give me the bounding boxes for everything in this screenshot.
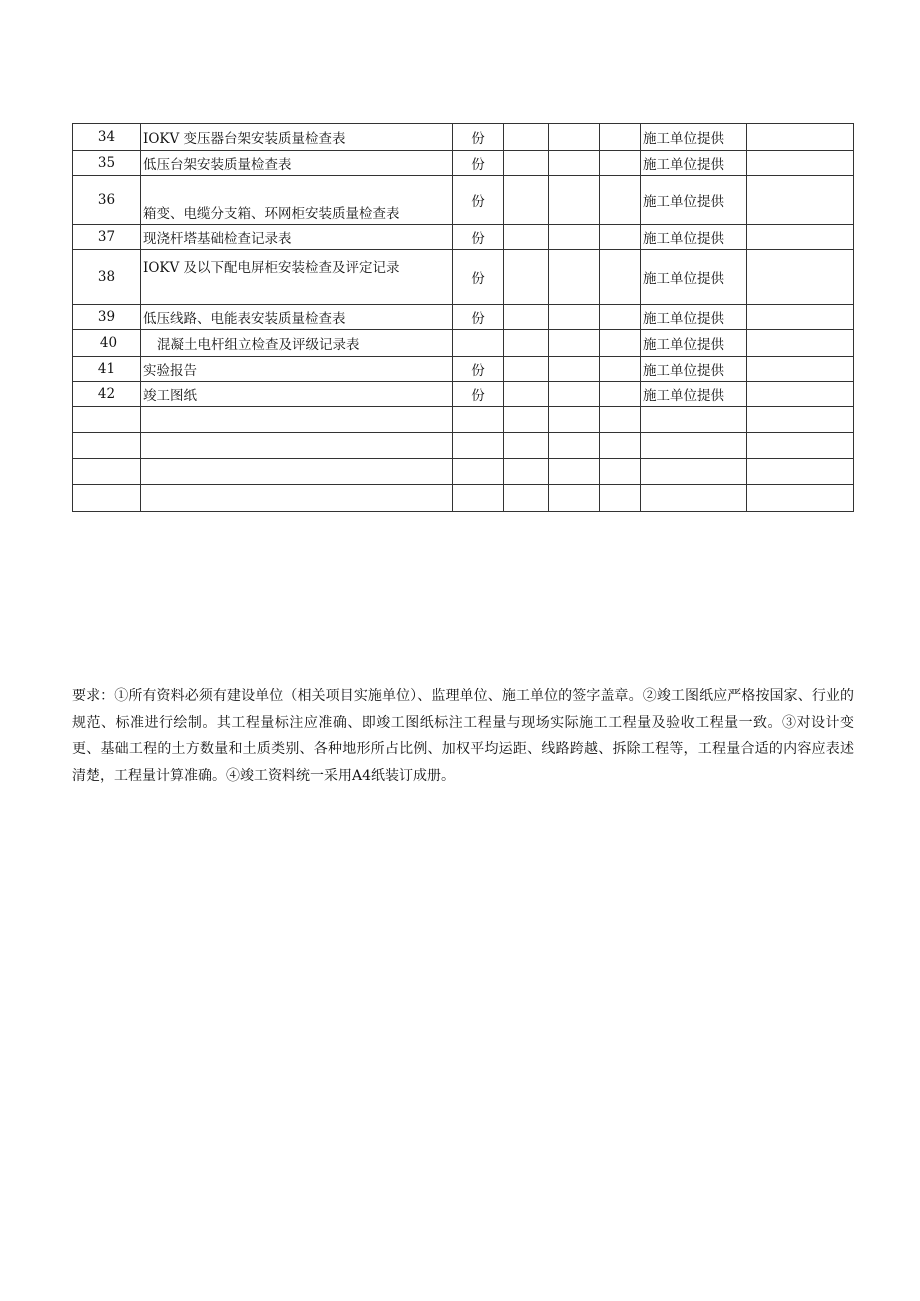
unit-cell: 份 bbox=[453, 250, 504, 305]
empty-cell bbox=[549, 407, 600, 433]
empty-cell bbox=[141, 407, 453, 433]
empty-cell bbox=[600, 151, 641, 176]
empty-cell bbox=[453, 485, 504, 512]
table-row bbox=[73, 176, 854, 225]
empty-cell bbox=[747, 305, 854, 330]
empty-cell bbox=[141, 433, 453, 459]
empty-cell bbox=[504, 305, 549, 330]
document-name: IOKV 及以下配电屏柜安装检查及评定记录 bbox=[141, 250, 453, 305]
row-number: 38 bbox=[73, 250, 141, 305]
row-number: 40 bbox=[73, 330, 141, 357]
empty-cell bbox=[549, 330, 600, 357]
empty-cell bbox=[600, 250, 641, 305]
row-number: 35 bbox=[73, 151, 141, 176]
empty-cell bbox=[747, 433, 854, 459]
empty-cell bbox=[549, 151, 600, 176]
empty-cell bbox=[600, 357, 641, 382]
row-number: 41 bbox=[73, 357, 141, 382]
provider-cell: 施工单位提供 bbox=[641, 330, 747, 357]
unit-cell: 份 bbox=[453, 382, 504, 407]
empty-cell bbox=[747, 382, 854, 407]
unit-cell: 份 bbox=[453, 176, 504, 225]
unit-cell: 份 bbox=[453, 124, 504, 151]
row-number: 34 bbox=[73, 124, 141, 151]
empty-cell bbox=[641, 407, 747, 433]
provider-cell: 施工单位提供 bbox=[641, 382, 747, 407]
document-name: 实验报告 bbox=[141, 357, 453, 382]
empty-cell bbox=[504, 176, 549, 225]
empty-table-row bbox=[73, 459, 854, 485]
document-name: 低压台架安装质量检查表 bbox=[141, 151, 453, 176]
provider-cell: 施工单位提供 bbox=[641, 124, 747, 151]
empty-cell bbox=[73, 459, 141, 485]
empty-cell bbox=[549, 382, 600, 407]
table-row bbox=[73, 330, 854, 357]
empty-cell bbox=[600, 176, 641, 225]
row-number: 36 bbox=[73, 176, 141, 225]
empty-cell bbox=[641, 433, 747, 459]
unit-cell: 份 bbox=[453, 151, 504, 176]
empty-cell bbox=[73, 407, 141, 433]
empty-cell bbox=[504, 225, 549, 250]
unit-cell: 份 bbox=[453, 305, 504, 330]
provider-cell: 施工单位提供 bbox=[641, 225, 747, 250]
empty-cell bbox=[504, 357, 549, 382]
empty-cell bbox=[453, 459, 504, 485]
provider-cell: 施工单位提供 bbox=[641, 357, 747, 382]
provider-cell: 施工单位提供 bbox=[641, 305, 747, 330]
requirements-paragraph: 要求：①所有资料必须有建设单位（相关项目实施单位）、监理单位、施工单位的签字盖章。②竣工图纸应严格按国家、行业的规范、标准进行绘制。其工程量标注应准确、即竣工图纸标注工程量与现场实际施工工程量及验收工程量一致。③对设计变更、基础工程的土方数量和土质类别、各种地形所占比例、加权平均运距、线路跨越、拆除工程等，工程量合适的内容应表述清楚，工程量计算准确。④竣工资料统一采用A4纸装订成册。 bbox=[72, 688, 854, 784]
empty-cell bbox=[504, 250, 549, 305]
document-name: 混凝土电杆组立检查及评级记录表 bbox=[141, 330, 453, 357]
empty-cell bbox=[549, 357, 600, 382]
empty-cell bbox=[504, 433, 549, 459]
empty-table-row bbox=[73, 485, 854, 512]
table-row bbox=[73, 305, 854, 330]
empty-cell bbox=[747, 330, 854, 357]
provider-cell: 施工单位提供 bbox=[641, 151, 747, 176]
unit-cell: 份 bbox=[453, 357, 504, 382]
empty-cell bbox=[747, 407, 854, 433]
document-name: 竣工图纸 bbox=[141, 382, 453, 407]
table-row bbox=[73, 357, 854, 382]
empty-cell bbox=[549, 305, 600, 330]
document-name: IOKV 变压器台架安装质量检查表 bbox=[141, 124, 453, 151]
empty-cell bbox=[747, 357, 854, 382]
empty-cell bbox=[549, 459, 600, 485]
empty-cell bbox=[504, 407, 549, 433]
empty-cell bbox=[453, 433, 504, 459]
empty-cell bbox=[747, 124, 854, 151]
empty-cell bbox=[747, 151, 854, 176]
provider-cell: 施工单位提供 bbox=[641, 250, 747, 305]
empty-table-row bbox=[73, 407, 854, 433]
empty-cell bbox=[504, 459, 549, 485]
table-row bbox=[73, 124, 854, 151]
empty-cell bbox=[600, 433, 641, 459]
empty-cell bbox=[747, 250, 854, 305]
empty-cell bbox=[600, 485, 641, 512]
document-name: 现浇杆塔基础检查记录表 bbox=[141, 225, 453, 250]
empty-table-row bbox=[73, 433, 854, 459]
document-name: 箱变、电缆分支箱、环网柜安装质量检查表 bbox=[141, 176, 453, 225]
empty-cell bbox=[453, 407, 504, 433]
empty-cell bbox=[141, 485, 453, 512]
empty-cell bbox=[641, 459, 747, 485]
row-number: 39 bbox=[73, 305, 141, 330]
empty-cell bbox=[600, 124, 641, 151]
records-table bbox=[72, 123, 854, 512]
empty-cell bbox=[549, 433, 600, 459]
row-number: 42 bbox=[73, 382, 141, 407]
table-row bbox=[73, 225, 854, 250]
provider-cell: 施工单位提供 bbox=[641, 176, 747, 225]
empty-cell bbox=[747, 485, 854, 512]
empty-cell bbox=[504, 124, 549, 151]
empty-cell bbox=[504, 151, 549, 176]
empty-cell bbox=[600, 459, 641, 485]
empty-cell bbox=[747, 176, 854, 225]
empty-cell bbox=[600, 382, 641, 407]
unit-cell: 份 bbox=[453, 225, 504, 250]
empty-cell bbox=[549, 225, 600, 250]
empty-cell bbox=[549, 176, 600, 225]
empty-cell bbox=[600, 407, 641, 433]
table-row bbox=[73, 151, 854, 176]
empty-cell bbox=[141, 459, 453, 485]
empty-cell bbox=[600, 225, 641, 250]
empty-cell bbox=[73, 433, 141, 459]
empty-cell bbox=[504, 485, 549, 512]
unit-cell bbox=[453, 330, 504, 357]
empty-cell bbox=[600, 330, 641, 357]
empty-cell bbox=[504, 382, 549, 407]
table-row bbox=[73, 382, 854, 407]
empty-cell bbox=[549, 250, 600, 305]
empty-cell bbox=[600, 305, 641, 330]
empty-cell bbox=[747, 459, 854, 485]
empty-cell bbox=[641, 485, 747, 512]
table-row bbox=[73, 250, 854, 305]
document-name: 低压线路、电能表安装质量检查表 bbox=[141, 305, 453, 330]
row-number: 37 bbox=[73, 225, 141, 250]
empty-cell bbox=[549, 124, 600, 151]
empty-cell bbox=[504, 330, 549, 357]
empty-cell bbox=[73, 485, 141, 512]
empty-cell bbox=[549, 485, 600, 512]
empty-cell bbox=[747, 225, 854, 250]
